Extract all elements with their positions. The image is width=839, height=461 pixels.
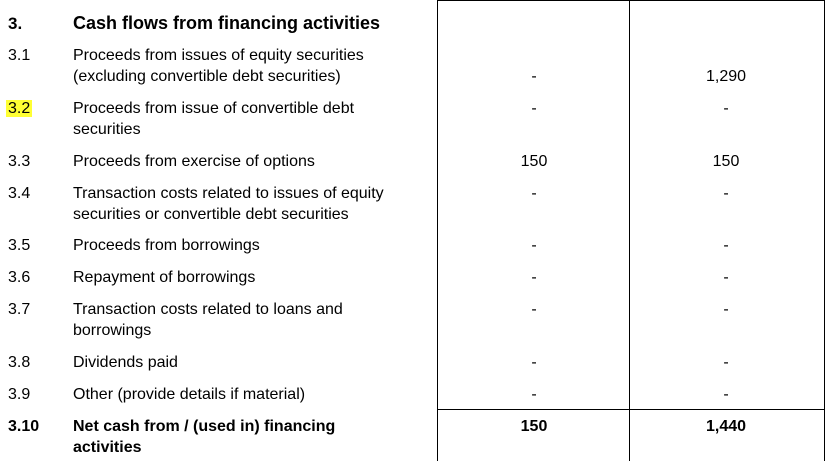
- total-row-label: Net cash from / (used in) financing: [73, 418, 336, 435]
- column-divider-1: [437, 0, 438, 461]
- column-divider-3: [824, 0, 825, 461]
- row-value-col1: -: [531, 301, 537, 318]
- row-label: Repayment of borrowings: [73, 269, 256, 286]
- row-value-col1: -: [531, 237, 537, 254]
- row-number-highlighted: [8, 98, 32, 119]
- total-separator: [437, 409, 825, 410]
- row-value-col2: -: [723, 269, 729, 286]
- row-number: 3.5: [8, 237, 31, 254]
- row-number: 3.6: [8, 269, 31, 286]
- row-label: Proceeds from borrowings: [73, 237, 260, 254]
- row-value-col2: -: [723, 386, 729, 403]
- row-label: Dividends paid: [73, 354, 178, 371]
- total-value-col2: 1,440: [705, 418, 747, 435]
- row-label: Transaction costs related to loans and: [73, 301, 343, 318]
- row-number: 3.7: [8, 301, 31, 318]
- row-value-col1: 150: [520, 153, 548, 170]
- row-value-col1: -: [531, 68, 537, 85]
- row-number: 3.8: [8, 354, 31, 371]
- top-border: [437, 0, 825, 1]
- row-label-cont: borrowings: [73, 322, 152, 339]
- row-value-col1: -: [531, 354, 537, 371]
- row-number: 3.3: [8, 153, 31, 170]
- row-value-col1: -: [531, 100, 537, 117]
- row-value-col1: -: [531, 269, 537, 286]
- column-divider-2: [629, 0, 630, 461]
- row-number: 3.4: [8, 185, 31, 202]
- total-row-label-cont: activities: [73, 439, 142, 456]
- section-title: Cash flows from financing activities: [73, 13, 381, 33]
- row-label: Transaction costs related to issues of equity: [73, 185, 384, 202]
- total-value-col1: 150: [520, 418, 548, 435]
- row-value-col2: -: [723, 301, 729, 318]
- row-value-col2: -: [723, 237, 729, 254]
- row-number: 3.9: [8, 386, 31, 403]
- highlight-mark: 3.2: [8, 100, 31, 117]
- row-label-cont: (excluding convertible debt securities): [73, 68, 341, 85]
- section-number: 3.: [8, 14, 23, 33]
- row-number: 3.1: [8, 47, 31, 64]
- row-label-cont: securities or convertible debt securities: [73, 206, 349, 223]
- row-value-col2: 150: [712, 153, 740, 170]
- row-label: Proceeds from issues of equity securities: [73, 47, 364, 64]
- row-label: Proceeds from exercise of options: [73, 153, 315, 170]
- row-value-col1: -: [531, 185, 537, 202]
- row-value-col2: 1,290: [705, 68, 747, 85]
- row-value-col2: -: [723, 185, 729, 202]
- row-value-col1: -: [531, 386, 537, 403]
- row-value-col2: -: [723, 354, 729, 371]
- row-label-cont: securities: [73, 121, 141, 138]
- total-row-number: 3.10: [8, 418, 40, 435]
- row-value-col2: -: [723, 100, 729, 117]
- row-label: Proceeds from issue of convertible debt: [73, 100, 355, 117]
- row-label: Other (provide details if material): [73, 386, 306, 403]
